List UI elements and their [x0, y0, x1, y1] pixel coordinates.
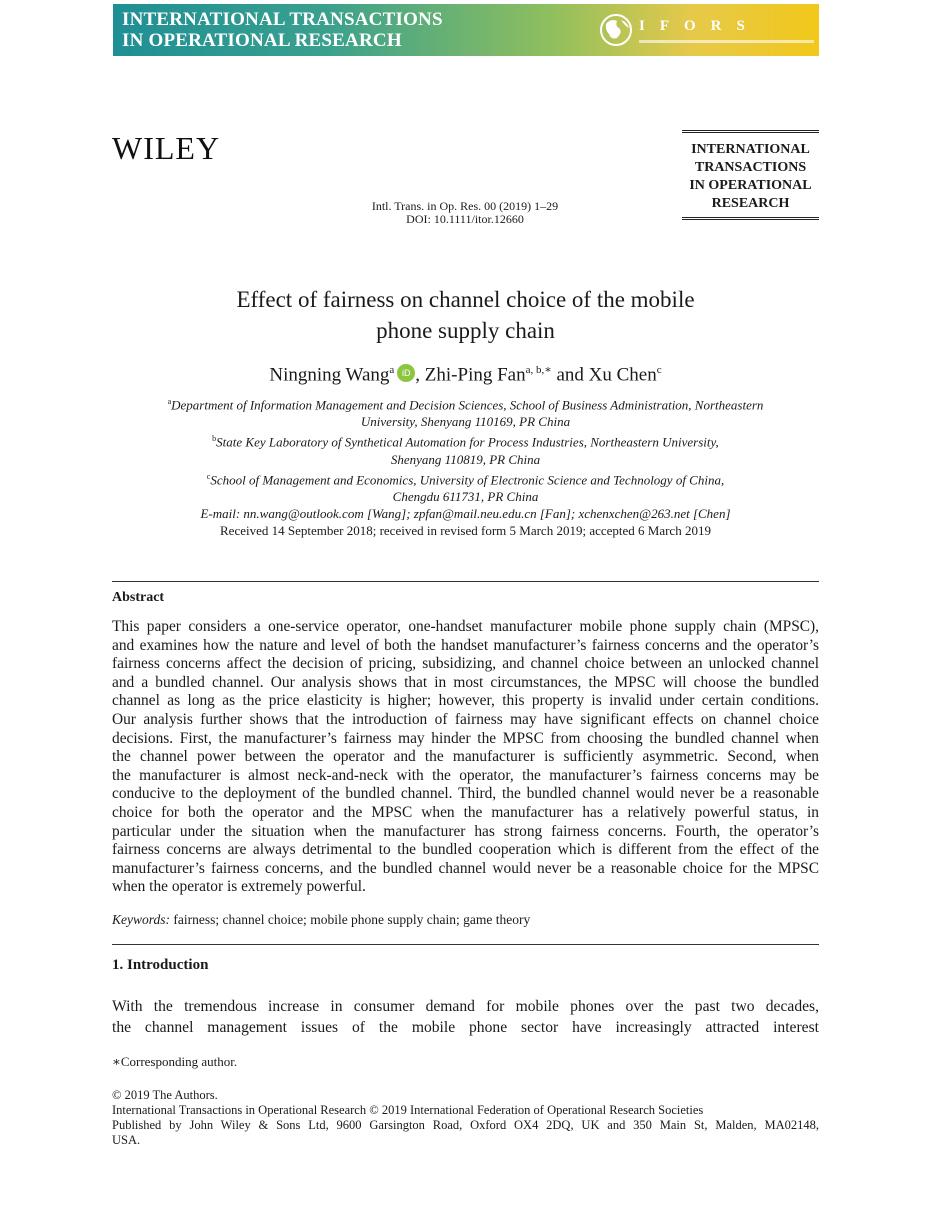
- abstract-line: Our analysis further shows that the introduction of fairness may have significant effects on channel choice: [112, 710, 819, 728]
- author-affiliation-mark: a: [389, 364, 395, 376]
- article-title: [112, 284, 819, 346]
- abstract-line: and examines how the nature and level of both the handset manufacturer’s fairness concerns and the operator’s: [112, 636, 819, 654]
- affiliation-line: University, Shenyang 110169, PR China: [360, 414, 571, 430]
- affiliation-text: School of Management and Economics, University of Electronic Science and Technology of China,: [210, 471, 725, 487]
- keywords-label: Keywords:: [112, 912, 170, 927]
- divider: [112, 581, 819, 582]
- body-line: the channel management issues of the mobile phone sector have increasingly attracted interest: [112, 1019, 819, 1036]
- abstract-line: and a bundled channel. Our analysis shows that in most circumstances, the MPSC will choose the bundled: [112, 673, 819, 691]
- title-line-1: Effect of fairness on channel choice of the mobile: [236, 287, 695, 312]
- affiliation-mark: b: [212, 434, 217, 444]
- body-line: With the tremendous increase in consumer demand for mobile phones over the past two decades,: [112, 998, 819, 1015]
- copyright-line: © 2019 The Authors.: [112, 1088, 218, 1102]
- abstract-line: particular under the situation when the manufacturer has strong fairness concerns. Fourth, the operator’s: [112, 822, 819, 840]
- affiliation-line: [112, 468, 819, 488]
- abstract-line: channel as long as the price elasticity is higher; however, this property is invalid under certain conditions.: [112, 692, 819, 710]
- author-separator: ,: [415, 364, 425, 386]
- journal-name-line: RESEARCH: [711, 196, 790, 211]
- author-emails[interactable]: E-mail: nn.wang@outlook.com [Wang]; zpfan@mail.neu.edu.cn [Fan]; xchenxchen@263.net [Chen]: [200, 505, 731, 521]
- abstract-line: choice for both the operator and the MPSC when the manufacturer has a relatively powerful status, in: [112, 803, 819, 821]
- ifors-tagline-bar: [639, 40, 814, 43]
- footnote: ∗Corresponding author.: [112, 1054, 238, 1069]
- globe-icon: [599, 12, 633, 48]
- abstract-body: [112, 618, 819, 897]
- author-affiliation-mark: c: [656, 364, 662, 376]
- affiliation-line: Shenyang 110819, PR China: [390, 451, 541, 467]
- author-name: Ningning Wang: [269, 364, 390, 386]
- abstract-line: the channel power between the operator and the manufacturer is sufficiently asymmetric. Second, when: [112, 748, 819, 766]
- received-dates: Received 14 September 2018; received in revised form 5 March 2019; accepted 6 March 2019: [220, 523, 711, 538]
- affiliations: [112, 393, 819, 522]
- author-name: Zhi-Ping Fan: [424, 364, 526, 386]
- banner-title: [122, 9, 443, 51]
- author-affiliation-mark: a, b,∗: [525, 364, 552, 376]
- introduction-body: [112, 996, 819, 1038]
- keywords: [112, 912, 530, 928]
- affiliation-text: Department of Information Management and Decision Sciences, School of Business Administration, Northeastern: [171, 397, 764, 413]
- copyright-line: International Transactions in Operational Research © 2019 International Federation of Operational Research Societies: [112, 1103, 704, 1117]
- divider: [112, 944, 819, 945]
- abstract-line: fairness concerns are always detrimental to the bundled cooperation which is different from the effect of the: [112, 841, 819, 859]
- abstract-line: conducive to the deployment of the bundled channel. Third, the bundled channel would never be a reasonable: [112, 785, 819, 803]
- publisher-logo: WILEY: [112, 130, 221, 166]
- journal-name-line: INTERNATIONAL: [691, 142, 810, 157]
- citation: Intl. Trans. in Op. Res. 00 (2019) 1–29: [371, 199, 559, 213]
- journal-name-line: IN OPERATIONAL: [689, 178, 812, 193]
- affiliation-mark: a: [167, 397, 172, 406]
- keywords-list: fairness; channel choice; mobile phone supply chain; game theory: [170, 912, 531, 927]
- abstract-heading: Abstract: [112, 590, 165, 605]
- journal-banner: [113, 4, 819, 56]
- author-name: Xu Chen: [588, 364, 657, 386]
- abstract-line: manufacturer’s fairness concerns, and the bundled channel would never be a reasonable choice for the MPSC: [112, 859, 819, 877]
- copyright-line: Published by John Wiley & Sons Ltd, 9600 Garsington Road, Oxford OX4 2DQ, UK and 350 Main St, Malden, MA02148,: [112, 1118, 819, 1132]
- affiliation-line: [112, 393, 819, 413]
- ifors-logo: [595, 10, 815, 52]
- title-line-2: phone supply chain: [376, 318, 555, 343]
- copyright-block: [112, 1088, 819, 1148]
- affiliation-line: [112, 430, 819, 450]
- abstract-line: fairness concerns affect the decision of pricing, subsidizing, and channel choice between an unlocked channel: [112, 655, 819, 673]
- orcid-icon[interactable]: iD: [397, 364, 415, 382]
- affiliation-line: Chengdu 611731, PR China: [392, 488, 539, 504]
- author-separator: and: [551, 364, 589, 386]
- affiliation-text: State Key Laboratory of Synthetical Automation for Process Industries, Northeastern University,: [216, 434, 719, 450]
- abstract-line: when the operator is extremely powerful.: [112, 878, 366, 896]
- citation-block: [330, 200, 600, 226]
- banner-title-line-2: IN OPERATIONAL RESEARCH: [122, 30, 402, 51]
- author-list: [112, 358, 819, 387]
- ifors-wordmark: IFORS: [639, 18, 760, 34]
- journal-name-box: [682, 130, 819, 220]
- affiliation-mark: c: [206, 471, 211, 481]
- abstract-line: decisions. First, the manufacturer’s fairness may hinder the MPSC from choosing the bundled channel when: [112, 729, 819, 747]
- banner-title-line-1: INTERNATIONAL TRANSACTIONS: [122, 9, 443, 30]
- doi-link[interactable]: DOI: 10.1111/itor.12660: [406, 212, 524, 226]
- abstract-line: This paper considers a one-service operator, one-handset manufacturer mobile phone supply chain (MPSC),: [112, 618, 819, 635]
- journal-name-line: TRANSACTIONS: [694, 160, 807, 175]
- abstract-line: the manufacturer is almost neck-and-neck with the operator, the manufacturer’s fairness concerns may be: [112, 766, 819, 784]
- section-heading-introduction: 1. Introduction: [112, 957, 209, 973]
- copyright-line: USA.: [112, 1133, 141, 1147]
